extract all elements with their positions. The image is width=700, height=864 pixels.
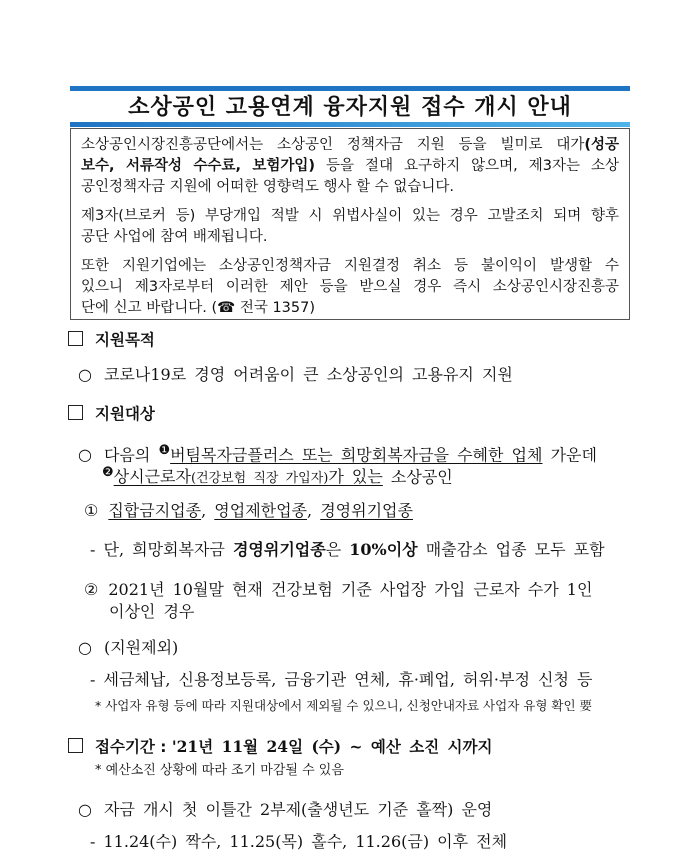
target-item-2: ② 2021년 10월말 현재 건강보험 기준 사업장 가입 근로자 수가 1인 bbox=[84, 580, 593, 599]
title-bottom-rule bbox=[70, 122, 630, 127]
exclusion-note: * 사업자 유형 등에 따라 지원대상에서 제외될 수 있으니, 신청안내자료 사업자 유형 확인 要 bbox=[95, 698, 593, 713]
section-period-heading: 접수기간 : '21년 11월 24일 (수) ~ 예산 소진 시까지 bbox=[68, 736, 492, 758]
period-note: * 예산소진 상황에 따라 조기 마감될 수 있음 bbox=[95, 763, 344, 778]
target-item-1-note: - 단, 희망회복자금 경영위기업종은 10%이상 매출감소 업종 모두 포함 bbox=[90, 540, 605, 559]
target-item-1: ① 집합금지업종, 영업제한업종, 경영위기업종 bbox=[84, 501, 413, 520]
notice-line: 또한 지원기업에는 소상공인정책자금 지원결정 취소 등 불이익이 발생할 수 bbox=[81, 258, 619, 274]
page-title: 소상공인 고용연계 융자지원 접수 개시 안내 bbox=[128, 95, 572, 120]
exclusion-text: - 세금체납, 신용정보등록, 금융기관 연체, 휴·폐업, 허위·부정 신청 등 bbox=[90, 670, 593, 689]
notice-box bbox=[70, 128, 630, 320]
target-item-2-cont: 이상인 경우 bbox=[109, 602, 195, 621]
target-line-2: $^❷$상시근로자(건강보험 직장 가입자)가 있는 소상공인 bbox=[102, 465, 453, 487]
rotation-schedule: - 11.24(수) 짝수, 11.25(목) 홀수, 11.26(금) 이후 전체 bbox=[90, 832, 508, 851]
notice-line: 제3자(브로커 등) 부당개입 적발 시 위법사실이 있는 경우 고발조치 되며 향후 bbox=[81, 208, 619, 224]
phone-icon: ☎ bbox=[217, 300, 236, 316]
checkbox-square-icon bbox=[68, 331, 83, 346]
notice-line: 있으니 제3자로부터 이러한 제안 등을 받으실 경우 즉시 소상공인시장진흥공 bbox=[81, 279, 619, 295]
exclusion-label: ○ (지원제외) bbox=[78, 638, 179, 657]
notice-line: 단에 신고 바랍니다. (☎ 전국 1357) bbox=[81, 300, 316, 316]
title-top-rule bbox=[70, 86, 630, 91]
notice-line: 소상공인시장진흥공단에서는 소상공인 정책자금 지원 등을 빌미로 대가(성공 bbox=[81, 137, 619, 153]
rotation-text: ○ 자금 개시 첫 이틀간 2부제(출생년도 기준 홀짝) 운영 bbox=[78, 800, 493, 819]
section-purpose-heading: 지원목적 bbox=[68, 329, 155, 351]
notice-line: 공인정책자금 지원에 어떠한 영향력도 행사 할 수 없습니다. bbox=[81, 179, 455, 195]
purpose-text: ○ 코로나19로 경영 어려움이 큰 소상공인의 고용유지 지원 bbox=[78, 365, 513, 384]
target-line-1: ○ 다음의 $^❶$버팀목자금플러스 또는 희망회복자금을 수혜한 업체 가운데 bbox=[78, 443, 597, 465]
checkbox-square-icon bbox=[68, 738, 83, 753]
checkbox-square-icon bbox=[68, 405, 83, 420]
section-target-heading: 지원대상 bbox=[68, 403, 155, 425]
notice-line: 공단 사업에 참여 배제됩니다. bbox=[81, 229, 268, 245]
notice-line: 보수, 서류작성 수수료, 보험가입) 등을 절대 요구하지 않으며, 제3자는 소상 bbox=[81, 158, 619, 174]
